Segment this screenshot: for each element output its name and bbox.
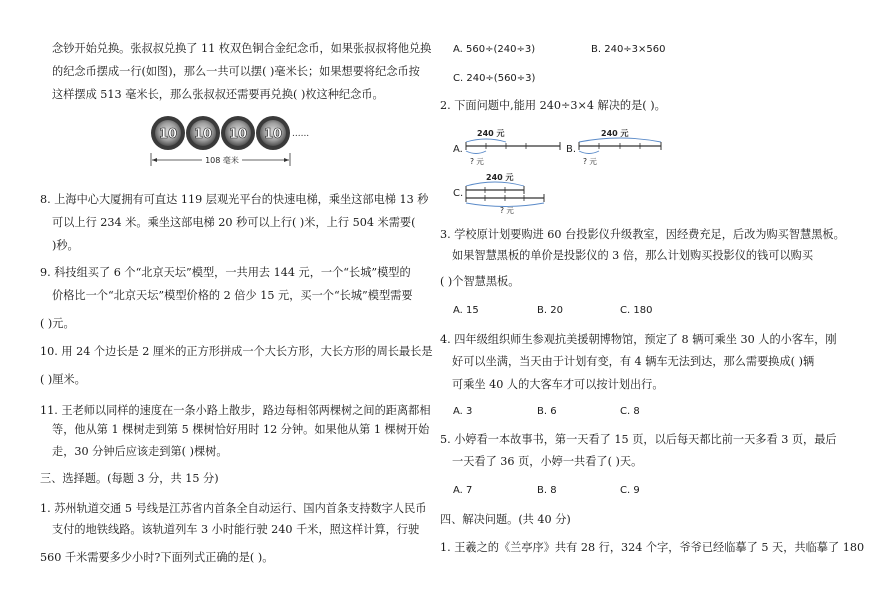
option-a: A. 560÷(240÷3) [453, 44, 536, 55]
unknown-label: ? 元 [500, 206, 514, 214]
amount-brace [579, 138, 661, 142]
choice-5-line: 一天看了 36 页，小婷一共看了( )天。 [452, 455, 643, 468]
option-a: A. 3 [453, 406, 473, 417]
coin-value: 10 [193, 127, 213, 142]
option-b: B. 240÷3×560 [591, 44, 666, 55]
choice-1-line: 1. 苏州轨道交通 5 号线是江苏省内首条全自动运行、国内首条支持数字人民币 [40, 502, 427, 515]
question-11-line: 走，30 分钟后应该走到第( )棵树。 [52, 445, 228, 458]
coin-figure [150, 112, 320, 170]
arrowhead [284, 158, 289, 162]
question-9-line: ( )元。 [40, 317, 75, 330]
text-line: 这样摆成 513 毫米长，那么张叔叔还需要再兑换( )枚这种纪念币。 [52, 88, 384, 101]
bar-diagram-b [565, 126, 680, 168]
choice-2-question: 2. 下面问题中,能用 240÷3×4 解决的是( )。 [440, 99, 666, 112]
amount-brace [466, 139, 506, 142]
coin-value: 10 [158, 127, 178, 142]
problem-1-line: 1. 王羲之的《兰亭序》共有 28 行，324 个字，爷爷已经临摹了 5 天，共临摹了 180 [440, 541, 865, 554]
option-a: A. 7 [453, 485, 473, 496]
choice-4-line: 好可以坐满，当天由于计划有变，有 4 辆车无法到达，那么需要换成( )辆 [452, 355, 815, 368]
bar-diagram-a [452, 126, 567, 168]
choice-5-line: 5. 小婷看一本故事书，第一天看了 15 页，以后每天都比前一天多看 3 页，最后 [440, 433, 837, 446]
text-line: 念钞开始兑换。张叔叔兑换了 11 枚双色铜合金纪念币，如果张叔叔将他兑换 [52, 42, 432, 55]
coin-continuation-dots: ...... [292, 129, 310, 139]
arrowhead [152, 158, 157, 162]
unknown-label: ? 元 [583, 157, 597, 166]
unknown-brace [466, 151, 486, 154]
option-a: A. 15 [453, 305, 479, 316]
bar-diagram-c [452, 170, 567, 214]
choice-3-line: 3. 学校原计划要购进 60 台投影仪升级教室，因经费充足，后改为购买智慧黑板。 [440, 228, 845, 241]
amount-label: 240 元 [486, 173, 514, 182]
question-10-line: 10. 用 24 个边长是 2 厘米的正方形拼成一个大长方形，大长方形的周长最长是 [40, 345, 433, 358]
question-9-line: 价格比一个“北京天坛”模型价格的 2 倍少 15 元，买一个“长城”模型需要 [52, 289, 413, 302]
diagram-letter: C. [453, 188, 464, 199]
choice-1-line: 支付的地铁线路。该轨道列车 3 小时能行驶 240 千米，照这样计算，行驶 [52, 523, 420, 536]
measure-label: 108 毫米 [205, 156, 239, 165]
amount-label: 240 元 [601, 129, 629, 138]
section-4-heading: 四、解决问题。(共 40 分) [440, 513, 571, 526]
choice-4-line: 可乘坐 40 人的大客车才可以按计划出行。 [452, 378, 664, 391]
question-10-line: ( )厘米。 [40, 373, 86, 386]
option-c: C. 9 [620, 485, 640, 496]
unknown-brace [579, 151, 599, 154]
diagram-letter: B. [566, 144, 577, 155]
choice-1-line: 560 千米需要多少小时?下面列式正确的是( )。 [40, 551, 274, 564]
option-b: B. 6 [537, 406, 557, 417]
option-c: C. 240÷(560÷3) [453, 73, 536, 84]
question-11-line: 11. 王老师以同样的速度在一条小路上散步，路边每相邻两棵树之间的距离都相 [40, 404, 431, 417]
question-11-line: 等，他从第 1 棵树走到第 5 棵树恰好用时 12 分钟。如果他从第 1 棵树开始 [52, 423, 430, 436]
amount-label: 240 元 [477, 129, 505, 138]
choice-4-line: 4. 四年级组织师生参观抗美援朝博物馆，预定了 8 辆可乘坐 30 人的小客车，刚 [440, 333, 837, 346]
coin-illustration [150, 112, 320, 170]
question-9-line: 9. 科技组买了 6 个“北京天坛”模型，一共用去 144 元，一个“长城”模型的 [40, 266, 411, 279]
option-b: B. 20 [537, 305, 563, 316]
question-8-line: 8. 上海中心大厦拥有可直达 119 层观光平台的快速电梯，乘坐这部电梯 13 秒 [40, 193, 429, 206]
unknown-label: ? 元 [470, 157, 484, 166]
amount-brace [466, 182, 524, 186]
diagram-letter: A. [453, 144, 463, 155]
question-8-line: 可以上行 234 米。乘坐这部电梯 20 秒可以上行( )米，上行 504 米需要( [52, 216, 416, 229]
choice-3-line: ( )个智慧黑板。 [440, 275, 520, 288]
coin-value: 10 [228, 127, 248, 142]
option-c: C. 8 [620, 406, 640, 417]
section-3-heading: 三、选择题。(每题 3 分，共 15 分) [40, 472, 219, 485]
option-b: B. 8 [537, 485, 557, 496]
coin-value: 10 [263, 127, 283, 142]
option-c: C. 180 [620, 305, 653, 316]
choice-3-line: 如果智慧黑板的单价是投影仪的 3 倍，那么计划购买投影仪的钱可以购买 [452, 249, 814, 262]
text-line: 的纪念币摆成一行(如图)，那么一共可以摆( )毫米长；如果想要将纪念币按 [52, 65, 420, 78]
question-8-line: )秒。 [52, 239, 79, 252]
